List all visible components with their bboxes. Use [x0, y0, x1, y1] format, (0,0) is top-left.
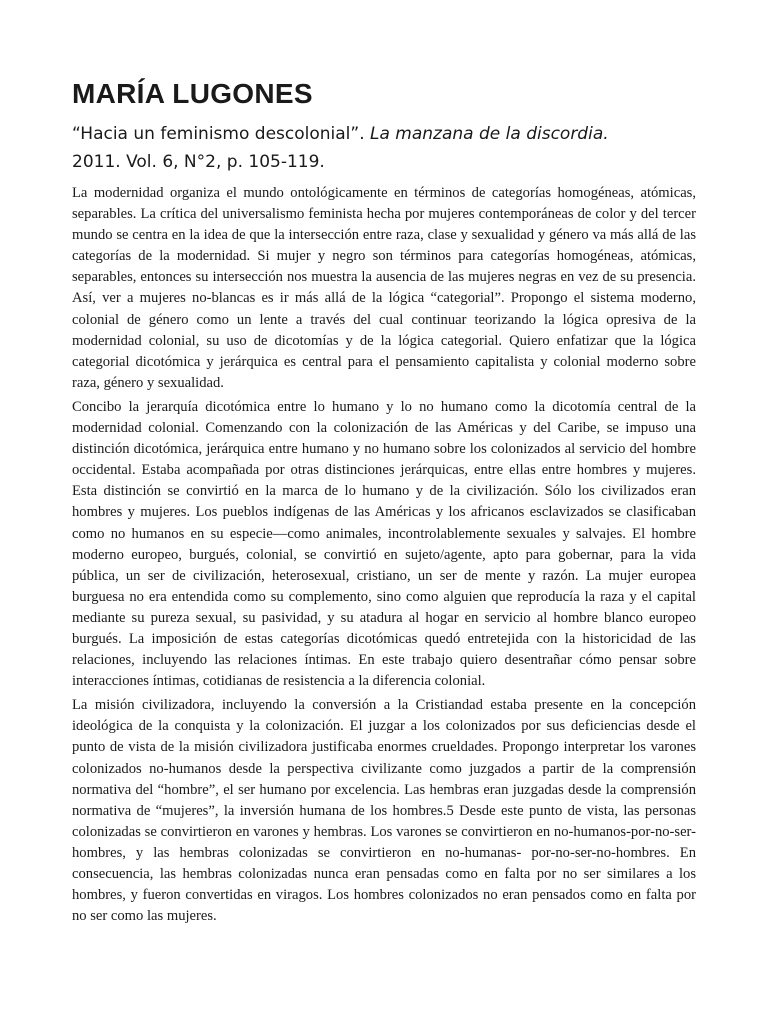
author-name: MARÍA LUGONES — [72, 78, 313, 109]
body-text — [72, 183, 696, 930]
citation-title: “Hacia un feminismo descolonial”. — [72, 124, 365, 144]
paragraph: La modernidad organiza el mundo ontológicamente en términos de categorías homogéneas, atómicas, separables. La crítica del universalismo feminista hecha por mujeres contemporáneas de color y del tercer mundo se centra en la idea de que la intersección entre raza, clase y sexualidad y género va más allá de las categorías de la modernidad. Si mujer y negro son términos para categorías homogéneas, atómicas, separables, entonces su intersección nos muestra la ausencia de las mujeres negras en vez de su presencia. Así, ver a mujeres no-blancas es ir más allá de la lógica “categorial”. Propongo el sistema moderno, colonial de género como un lente a través del cual continuar teorizando la lógica opresiva de la modernidad colonial, su uso de dicotomías y de la lógica categorial. Quiero enfatizar que la lógica categorial dicotómica y jerárquica es central para el pensamiento capitalista y colonial moderno sobre raza, género y sexualidad. — [72, 185, 696, 391]
paragraph: La misión civilizadora, incluyendo la conversión a la Cristiandad estaba presente en la concepción ideológica de la conquista y la colonización. El juzgar a los colonizados por sus deficiencias desde el punto de vista de la misión civilizadora justificaba enormes crueldades. Propongo interpretar los varones colonizados no-humanos desde la perspectiva civilizante como juzgados a partir de la comprensión normativa del “hombre”, el ser humano por excelencia. Las hembras eran juzgadas desde la comprensión normativa de “mujeres”, la inversión humana de los hombres.5 Desde este punto de vista, las personas colonizadas se convirtieron en varones y hembras. Los varones se convirtieron en no-humanos-por-no-ser-hombres, y las hembras colonizadas se convirtieron en no-humanas- por-no-ser-no-hombres. En consecuencia, las hembras colonizadas nunca eran pensadas como en falta por no ser similares a los hombres, y fueron convertidas en viragos. Los hombres colonizados no eran pensados como en falta por no ser como las mujeres. — [72, 697, 696, 925]
citation — [72, 120, 696, 176]
citation-details: 2011. Vol. 6, N°2, p. 105-119. — [72, 152, 325, 172]
citation-journal: La manzana de la discordia. — [370, 124, 609, 144]
paragraph: Concibo la jerarquía dicotómica entre lo humano y lo no humano como la dicotomía central de la modernidad colonial. Comenzando con la colonización de las Américas y del Caribe, se impuso una distinción dicotómica, jerárquica entre humano y no humano sobre los colonizados al servicio del hombre occidental. Estaba acompañada por otras distinciones jerárquicas, entre ellas entre hombres y mujeres. Esta distinción se convirtió en la marca de lo humano y de la civilización. Sólo los civilizados eran hombres y mujeres. Los pueblos indígenas de las Américas y los africanos esclavizados se clasificaban como no humanos en su especie—como animales, incontrolablemente sexuales y salvajes. El hombre moderno europeo, burgués, colonial, se convirtió en sujeto/agente, apto para gobernar, para la vida pública, un ser de civilización, heterosexual, cristiano, un ser de mente y razón. La mujer europea burguesa no era entendida como su complemento, sino como alguien que reproducía la raza y el capital mediante su pureza sexual, su pasividad, y su atadura al hogar en servicio al hombre blanco europeo burgués. La imposición de estas categorías dicotómicas quedó entretejida con la historicidad de las relaciones, incluyendo las relaciones íntimas. En este trabajo quiero desentrañar cómo pensar sobre interacciones íntimas, cotidianas de resistencia a la diferencia colonial. — [72, 398, 696, 690]
